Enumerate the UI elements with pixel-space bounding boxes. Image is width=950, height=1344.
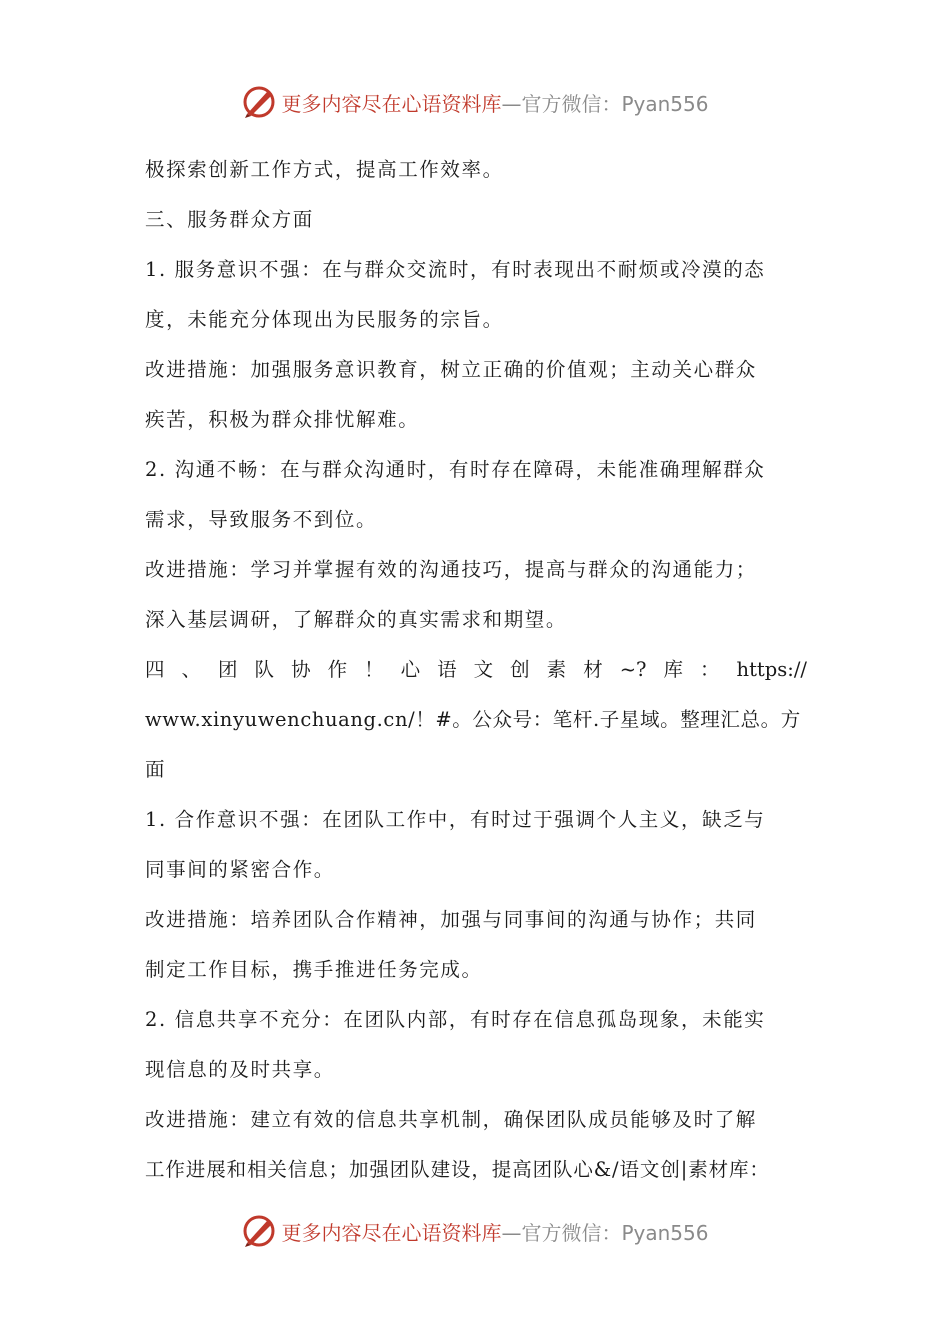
text-line: 1. 服务意识不强：在与群众交流时，有时表现出不耐烦或冷漠的态 xyxy=(145,258,766,281)
footer-contact-text: —官方微信：Pyan556 xyxy=(501,1220,709,1245)
text-line: 极探索创新工作方式，提高工作效率。 xyxy=(145,158,504,181)
text-line: 2. 信息共享不充分：在团队内部，有时存在信息孤岛现象，未能实 xyxy=(145,1008,766,1031)
heading-char: 、 xyxy=(181,658,202,681)
header-contact-text: —官方微信：Pyan556 xyxy=(501,91,709,116)
section-heading-spaced xyxy=(145,645,807,695)
heading-char: 素 xyxy=(546,658,567,681)
text-line: 深入基层调研，了解群众的真实需求和期望。 xyxy=(145,608,568,631)
footer-banner xyxy=(0,1209,950,1253)
heading-char: 创 xyxy=(510,658,530,681)
text-line: www.xinyuwenchuang.cn/！#。公众号：笔杆.子星域。整理汇总。方 xyxy=(145,708,801,731)
pen-logo-icon xyxy=(241,84,277,120)
heading-char: 库 xyxy=(663,658,684,681)
heading-char: 四 xyxy=(145,658,165,681)
text-line: 2. 沟通不畅：在与群众沟通时，有时存在障碍，未能准确理解群众 xyxy=(145,458,766,481)
text-line: 现信息的及时共享。 xyxy=(145,1058,335,1081)
footer-brand-text: 更多内容尽在心语资料库 xyxy=(281,1220,502,1245)
heading-char: 团 xyxy=(218,658,238,681)
text-line: 1. 合作意识不强：在团队工作中，有时过于强调个人主义，缺乏与 xyxy=(145,808,766,831)
header-banner xyxy=(0,80,950,124)
heading-url-fragment: https:// xyxy=(736,658,807,681)
heading-char: 队 xyxy=(254,658,275,681)
heading-char: 作 xyxy=(327,658,348,681)
text-line: 面 xyxy=(145,758,167,781)
heading-char: ： xyxy=(700,658,720,681)
text-line: 同事间的紧密合作。 xyxy=(145,858,335,881)
text-line: 改进措施：加强服务意识教育，树立正确的价值观；主动关心群众 xyxy=(145,358,757,381)
header-brand-text: 更多内容尽在心语资料库 xyxy=(281,91,502,116)
text-line: 改进措施：建立有效的信息共享机制，确保团队成员能够及时了解 xyxy=(145,1108,757,1131)
text-line: 工作进展和相关信息；加强团队建设，提高团队心&/语文创|素材库： xyxy=(145,1158,770,1181)
heading-char: 协 xyxy=(291,658,311,681)
heading-char: 文 xyxy=(473,658,494,681)
heading-char: ！ xyxy=(364,658,384,681)
text-line: 疾苦，积极为群众排忧解难。 xyxy=(145,408,420,431)
text-line: 制定工作目标，携手推进任务完成。 xyxy=(145,958,483,981)
heading-char: 心 xyxy=(400,658,421,681)
text-line: 度，未能充分体现出为民服务的宗旨。 xyxy=(145,308,504,331)
section-heading: 三、服务群众方面 xyxy=(145,208,314,231)
document-body xyxy=(145,145,807,1195)
text-line: 改进措施：培养团队合作精神，加强与同事间的沟通与协作；共同 xyxy=(145,908,757,931)
text-line: 需求，导致服务不到位。 xyxy=(145,508,378,531)
heading-char: 材 xyxy=(583,658,603,681)
heading-char: ~? xyxy=(619,658,647,681)
pen-logo-icon xyxy=(241,1213,277,1249)
heading-char: 语 xyxy=(437,658,457,681)
text-line: 改进措施：学习并掌握有效的沟通技巧，提高与群众的沟通能力； xyxy=(145,558,757,581)
